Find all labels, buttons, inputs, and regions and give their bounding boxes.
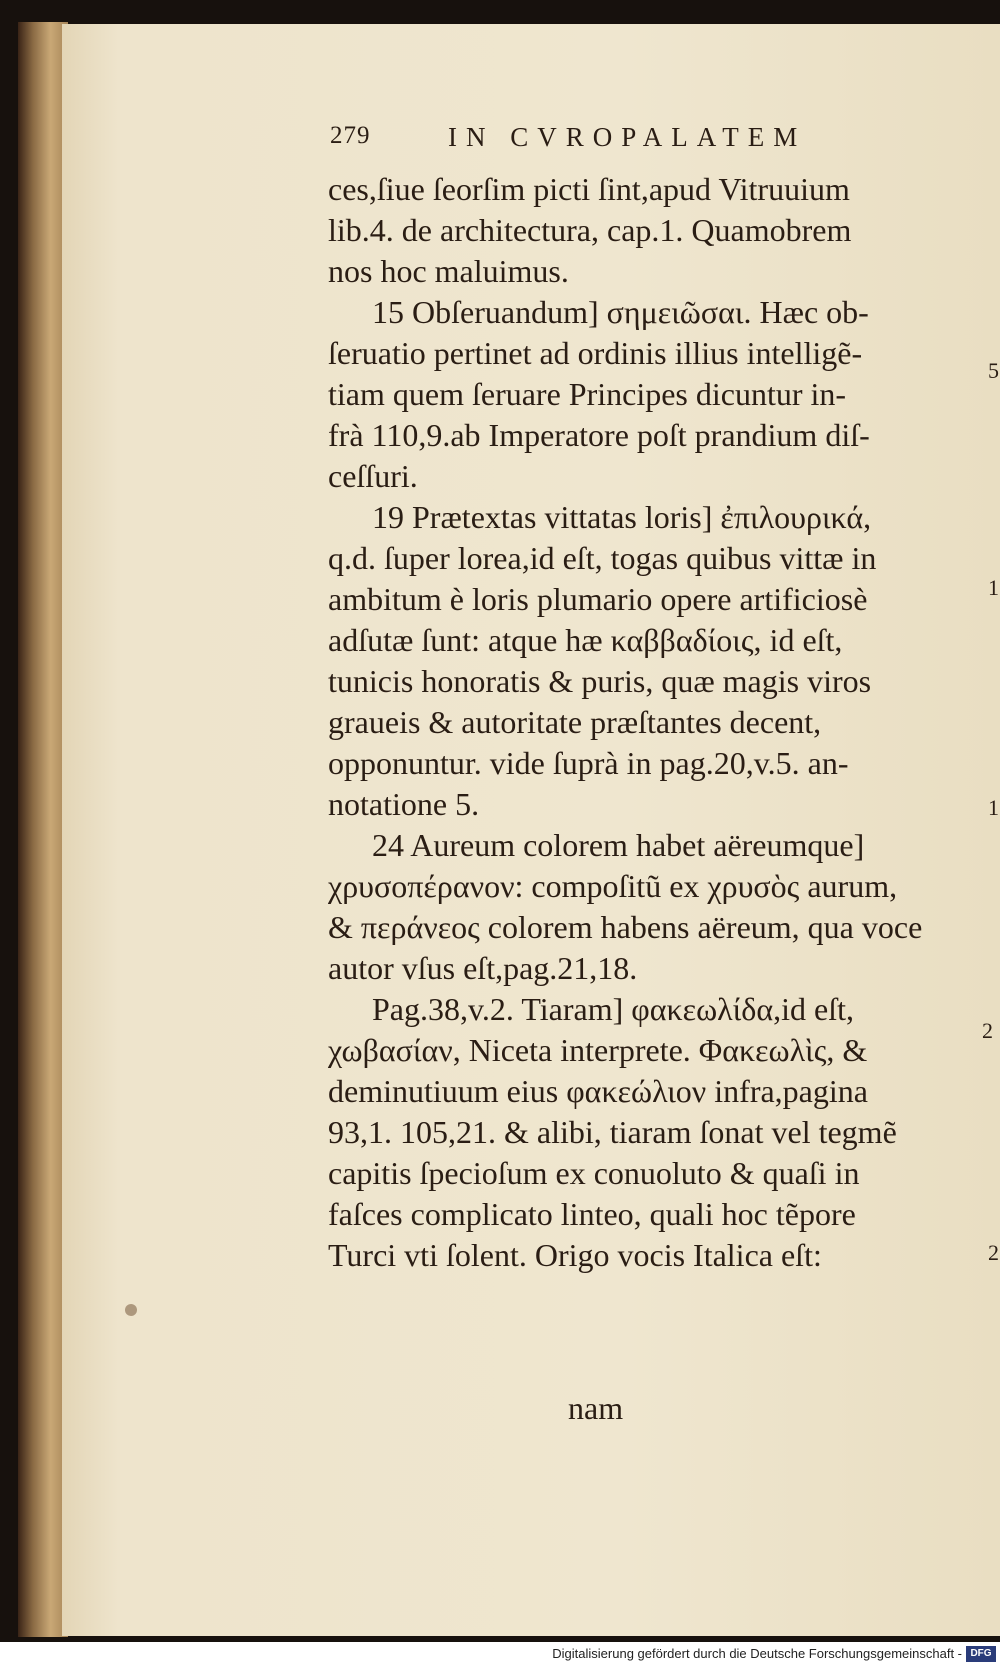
text-line: graueis & autoritate præſtantes decent, (328, 704, 822, 740)
text-line: opponuntur. vide ſuprà in pag.20,v.5. an- (328, 745, 849, 781)
text-line: & περάνεος colorem habens aëreum, qua voce (328, 909, 923, 945)
text-line: 24 Aureum colorem habet aëreumque] (372, 827, 865, 863)
margin-line-number: 1 (988, 795, 999, 820)
text-line: adſutæ ſunt: atque hæ καββαδίοις, id eſt, (328, 622, 843, 658)
text-line: tiam quem ſeruare Principes dicuntur in- (328, 376, 847, 412)
stain-spot (125, 1304, 137, 1316)
margin-line-number: 5 (988, 358, 999, 383)
funding-credit: Digitalisierung gefördert durch die Deutsche Forschungsgemeinschaft - (552, 1646, 962, 1661)
text-line: faſces complicato linteo, quali hoc tẽpore (328, 1196, 856, 1232)
text-line: capitis ſpecioſum ex conuoluto & quaſi in (328, 1155, 860, 1191)
running-head (330, 122, 900, 162)
footer-bar (0, 1642, 1000, 1670)
text-line: nos hoc maluimus. (328, 253, 569, 289)
catchword: nam (568, 1390, 624, 1426)
text-line: frà 110,9.ab Imperatore poſt prandium diſ- (328, 417, 870, 453)
text-line: ſeruatio pertinet ad ordinis illius intelligẽ- (328, 335, 863, 371)
text-line: 93,1. 105,21. & alibi, tiaram ſonat vel tegmẽ (328, 1114, 897, 1150)
text-line: ces,ſiue ſeorſim picti ſint,apud Vitruuium (328, 171, 850, 207)
running-title: IN CVROPALATEM (448, 122, 807, 152)
text-line: Turci vti ſolent. Origo vocis Italica eſt: (328, 1237, 822, 1273)
text-line: q.d. ſuper lorea,id eſt, togas quibus vittæ in (328, 540, 877, 576)
text-line: tunicis honoratis & puris, quæ magis viros (328, 663, 872, 699)
text-line: autor vſus eſt,pag.21,18. (328, 950, 638, 986)
text-line: notatione 5. (328, 786, 480, 822)
text-line: lib.4. de architectura, cap.1. Quamobrem (328, 212, 852, 248)
book-spine-edge (18, 22, 68, 1637)
text-line: deminutiuum eius φακεώλιον infra,pagina (328, 1073, 868, 1109)
dfg-logo: DFG (966, 1646, 996, 1662)
text-line: ceſſuri. (328, 458, 418, 494)
margin-line-number: 2 (988, 1240, 999, 1265)
text-line: χρυσοπέρανον: compoſitũ ex χρυσὸς aurum, (328, 868, 898, 904)
text-line: 15 Obſeruandum] σημειῶσαι. Hæc ob- (372, 294, 869, 330)
margin-line-number: 1 (988, 575, 999, 600)
margin-line-number: 2 (982, 1018, 993, 1043)
text-line: 19 Prætextas vittatas loris] ἐπιλουρικά, (372, 499, 872, 535)
page-number: 279 (330, 122, 371, 149)
text-line: χωβασίαν, Niceta interprete. Φακεωλὶς, & (328, 1032, 868, 1068)
text-line: Pag.38,v.2. Tiaram] φακεωλίδα,id eſt, (372, 991, 854, 1027)
text-line: ambitum è loris plumario opere artificiosè (328, 581, 868, 617)
